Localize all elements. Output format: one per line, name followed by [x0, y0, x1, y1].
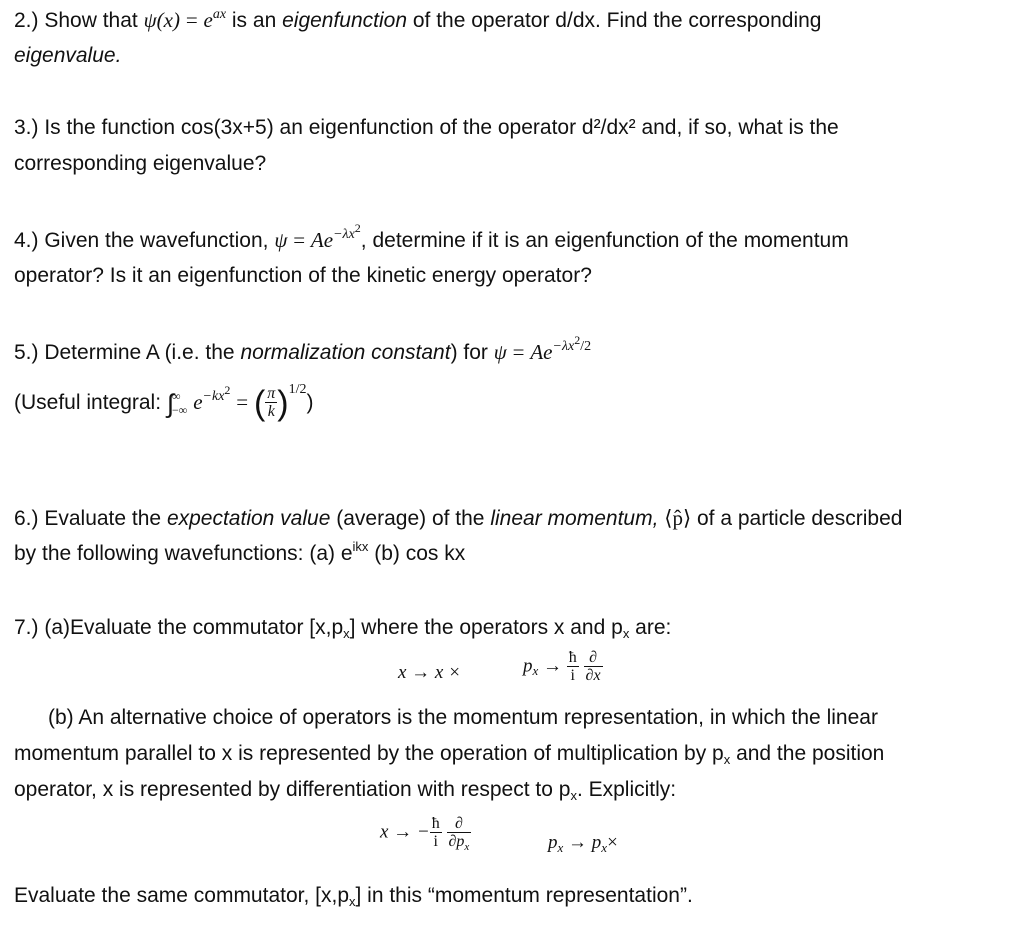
- question-4-line-2: operator? Is it an eigenfunction of the kinetic energy operator?: [14, 264, 592, 287]
- integral-sign: ∫: [166, 388, 175, 419]
- question-7b-line-3: operator, x is represented by differentiation with respect to px. Explicitly:: [14, 778, 677, 803]
- question-7b: (b) An alternative choice of operators is the momentum representation, in which the linear: [48, 706, 878, 729]
- question-2: 2.) Show that $\psi(x) = e^{ax}$ is an eigenfunction of the operator d/dx. Find the corresponding: [14, 7, 822, 32]
- question-3-line-2: corresponding eigenvalue?: [14, 152, 267, 175]
- question-3: 3.) Is the function cos(3x+5) an eigenfunction of the operator d²/dx² and, if so, what is the: [14, 116, 839, 139]
- position-operator-equation: x → x ×: [398, 662, 461, 683]
- question-5: 5.) Determine A (i.e. the normalization constant) for $\psi = Ae^{-\lambda x2/2}$: [14, 333, 592, 364]
- momentum-operator-equation: $p_x$ → $\frac{ħ}{i}$ $\frac{\partial}{\partial x}$: [523, 649, 601, 684]
- momentum-operator-expectation: ⟨p̂⟩: [664, 506, 692, 530]
- momentum-operator-momentum-rep: $p_x \to p_x\times$: [548, 832, 618, 855]
- psi-of-x: ψ(x): [143, 8, 180, 32]
- question-7b-line-2: momentum parallel to x is represented by the operation of multiplication by px and the position: [14, 742, 885, 767]
- question-2-line-2: eigenvalue.: [14, 44, 122, 67]
- pi-over-k: $\frac{\pi}{k}$: [267, 385, 276, 421]
- question-6: 6.) Evaluate the expectation value (average) of the linear momentum, ⟨p̂⟩ of a particle described: [14, 506, 903, 530]
- question-4: 4.) Given the wavefunction, $\psi = Ae^{-\lambda x2}$, determine if it is an eigenfunction of the momentum: [14, 221, 849, 252]
- question-7-final: Evaluate the same commutator, [x,px] in this “momentum representation”.: [14, 884, 693, 909]
- useful-integral: (Useful integral: ∫ ∞ −∞ $e^{-kx2}$ = ( $\frac{\pi}{k}$ )$^{1/2}$): [14, 382, 314, 423]
- position-operator-momentum-rep: x → − $\frac{ħ}{i}$ $\frac{\partial}{\partial p_x}$: [380, 815, 470, 853]
- question-6-line-2: by the following wavefunctions: (a) $e^{ikx}$ (b) cos kx: [14, 539, 466, 565]
- question-7: 7.) (a)Evaluate the commutator [x,px] where the operators x and px are:: [14, 616, 672, 641]
